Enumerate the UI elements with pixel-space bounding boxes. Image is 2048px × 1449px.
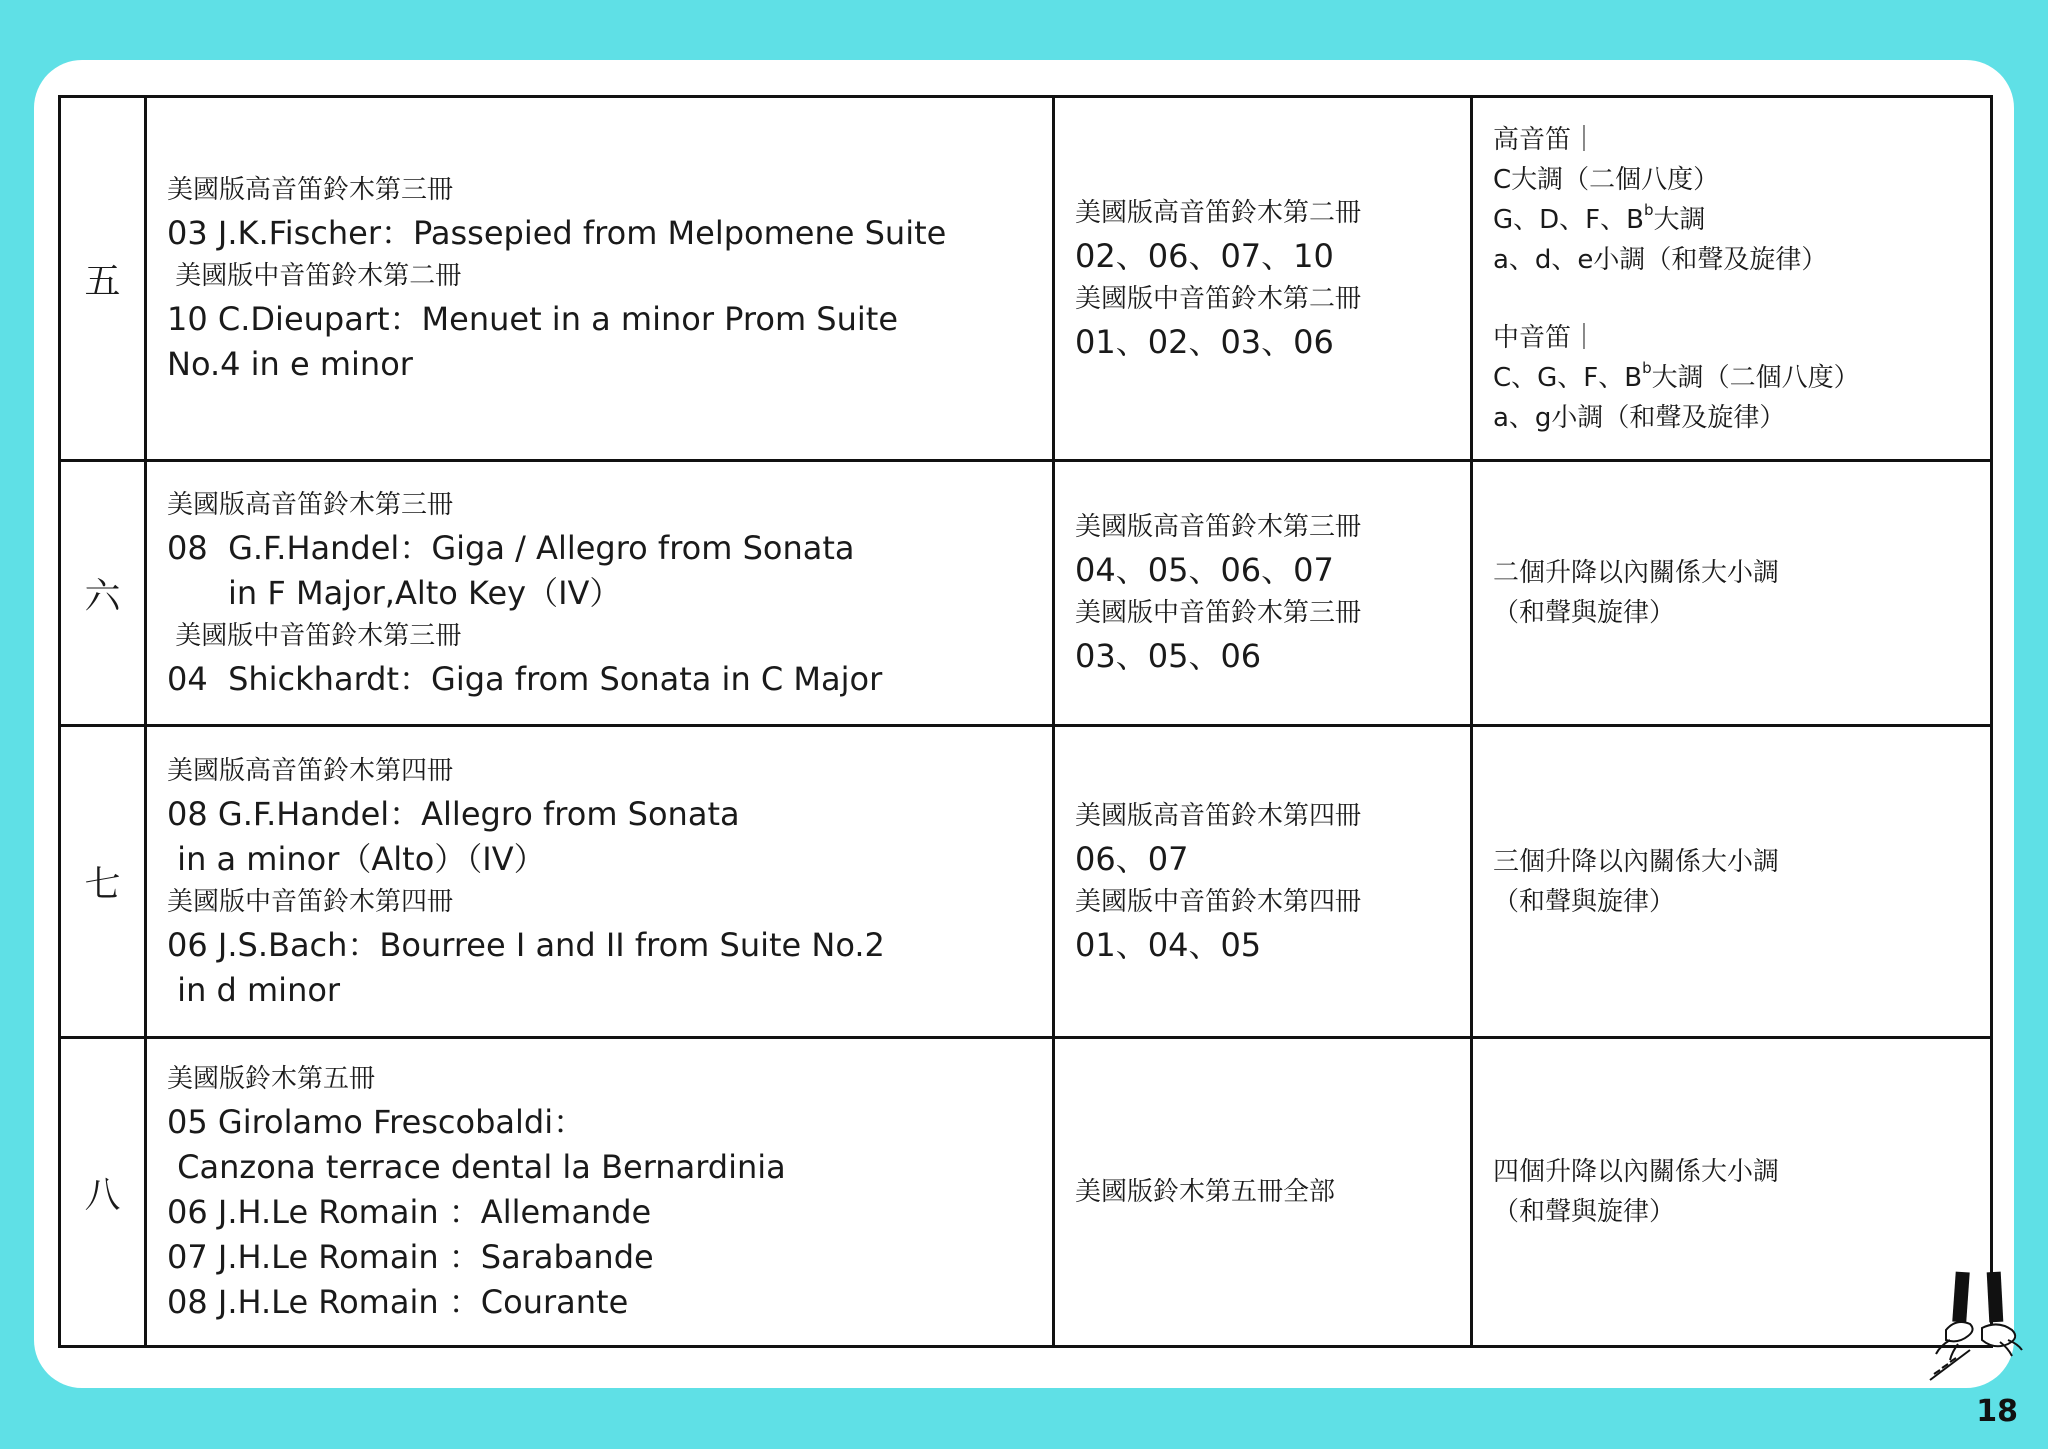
cell-line-text: a、d、e小調（和聲及旋律）	[1493, 244, 1828, 275]
cell-line-text: 04 Shickhardt：Giga from Sonata in C Major	[167, 659, 883, 698]
cell-line-text: 美國版高音笛鈴木第三冊	[1075, 512, 1362, 542]
cell-line-text: in F Major,Alto Key（IV）	[167, 573, 622, 612]
cell-line-text: 二個升降以內關係大小調	[1493, 558, 1780, 588]
cell-line	[1075, 837, 1456, 882]
cell-line	[1493, 882, 1976, 922]
cell-line	[1493, 240, 1976, 280]
cell-line-text: 07 J.H.Le Romain ：Sarabande	[167, 1238, 654, 1276]
cell-line	[167, 1190, 1038, 1235]
cell-line-text: 美國版高音笛鈴木第四冊	[1075, 800, 1362, 831]
cell-line-text: 08 G.F.Handel：Allegro from Sonata	[167, 794, 740, 833]
cell-line	[167, 657, 1038, 702]
cell-line	[1493, 593, 1976, 633]
curriculum-table-body	[60, 97, 1992, 1347]
flat-superscript: b	[1642, 358, 1652, 377]
cell-line	[1075, 923, 1456, 968]
cell-line	[167, 485, 1038, 526]
cell-line-text: Canzona terrace dental la Bernardinia	[167, 1148, 786, 1186]
level-cell: 五	[60, 97, 146, 461]
cell-line	[1075, 796, 1456, 837]
cell-line-text: C、G、F、B	[1493, 362, 1643, 393]
cell-line-text: 03 J.K.Fischer：Passepied from Melpomene Suite	[167, 214, 947, 252]
cell-line	[1493, 1152, 1976, 1192]
cell-line	[167, 792, 1038, 837]
cell-line	[1493, 398, 1976, 438]
cell-line-text: （和聲與旋律）	[1493, 886, 1676, 917]
cell-line	[167, 968, 1038, 1013]
cell-line	[1493, 120, 1976, 160]
cell-line	[167, 616, 1038, 657]
cell-line-text: 06 J.S.Bach：Bourree I and II from Suite No.2	[167, 925, 885, 964]
cell-line	[167, 882, 1038, 923]
cell-line	[167, 297, 1038, 342]
cell-line-text: 01、02、03、06	[1075, 322, 1334, 361]
recorder-hands-illustration	[1920, 1270, 2030, 1390]
cell-line-text: 美國版鈴木第五冊	[167, 1064, 376, 1094]
cell-line	[1075, 507, 1456, 548]
cell-line	[167, 526, 1038, 571]
cell-line-text: 02、06、07、10	[1075, 236, 1334, 275]
pieces-cell	[146, 1038, 1054, 1347]
cell-line-text: 美國版高音笛鈴木第三冊	[167, 489, 454, 520]
cell-line-text: 美國版中音笛鈴木第四冊	[167, 886, 454, 917]
cell-line	[1493, 842, 1976, 882]
scales-cell	[1472, 461, 1992, 726]
cell-line	[167, 923, 1038, 968]
cell-line	[1075, 193, 1456, 234]
cell-line-text: 06、07	[1075, 839, 1189, 878]
cell-line-text: a、g小調（和聲及旋律）	[1493, 402, 1786, 433]
cell-line-text: in d minor	[167, 970, 341, 1009]
cell-line-text: 美國版中音笛鈴木第四冊	[1075, 886, 1362, 917]
cell-line-text: No.4 in e minor	[167, 345, 413, 383]
table-row	[60, 461, 1992, 726]
cell-line-suffix: 大調	[1653, 204, 1706, 235]
cell-line-text: 四個升降以內關係大小調	[1493, 1157, 1780, 1187]
scales-cell	[1472, 1038, 1992, 1347]
cell-line	[1075, 234, 1456, 279]
table-row	[60, 726, 1992, 1038]
pieces-cell	[146, 97, 1054, 461]
cell-line-text: 01、04、05	[1075, 925, 1262, 964]
etudes-cell	[1054, 461, 1472, 726]
cell-line	[167, 1280, 1038, 1325]
cell-line	[167, 342, 1038, 387]
cell-line-text: 美國版中音笛鈴木第二冊	[167, 261, 462, 291]
cell-line-text: 美國版中音笛鈴木第三冊	[1075, 598, 1362, 628]
level-cell: 七	[60, 726, 146, 1038]
cell-line	[1493, 553, 1976, 593]
cell-line-text: C大調（二個八度）	[1493, 164, 1720, 195]
cell-line	[1075, 320, 1456, 365]
cell-line-text: 美國版中音笛鈴木第二冊	[1075, 283, 1362, 314]
table-row	[60, 97, 1992, 461]
cell-line-text: 美國版中音笛鈴木第三冊	[167, 620, 462, 651]
cell-line	[167, 571, 1038, 616]
pieces-cell	[146, 461, 1054, 726]
cell-line-text: 06 J.H.Le Romain ：Allemande	[167, 1193, 652, 1231]
cell-line-text: 美國版高音笛鈴木第四冊	[167, 755, 454, 786]
cell-line	[167, 837, 1038, 882]
cell-line-text: 高音笛｜	[1493, 124, 1598, 155]
cell-line	[167, 751, 1038, 792]
scales-cell	[1472, 726, 1992, 1038]
cell-line-suffix: 大調（二個八度）	[1651, 362, 1860, 393]
etudes-cell	[1054, 97, 1472, 461]
cell-line-text: in a minor（Alto）（IV）	[167, 839, 546, 878]
cell-line-text: 08 G.F.Handel：Giga / Allegro from Sonata	[167, 528, 855, 567]
cell-line	[1493, 200, 1976, 240]
cell-line	[167, 1059, 1038, 1100]
cell-line-text: 05 Girolamo Frescobaldi：	[167, 1103, 586, 1141]
curriculum-table	[58, 95, 1993, 1348]
cell-line	[1075, 1172, 1456, 1213]
level-cell: 六	[60, 461, 146, 726]
cell-line-text: 中音笛｜	[1493, 322, 1598, 353]
cell-line	[167, 170, 1038, 211]
cell-line	[167, 1145, 1038, 1190]
cell-line	[1075, 882, 1456, 923]
pieces-cell	[146, 726, 1054, 1038]
cell-line	[1493, 318, 1976, 358]
cell-line	[1075, 634, 1456, 679]
cell-line	[1493, 160, 1976, 200]
cell-line-text: （和聲與旋律）	[1493, 598, 1676, 628]
page-number: 18	[1976, 1394, 2018, 1429]
cell-line-text: 美國版鈴木第五冊全部	[1075, 1176, 1336, 1207]
cell-line	[1075, 548, 1456, 593]
line-gap	[1493, 280, 1976, 318]
cell-line-text: 美國版高音笛鈴木第三冊	[167, 175, 454, 205]
etudes-cell	[1054, 726, 1472, 1038]
cell-line-text: 美國版高音笛鈴木第二冊	[1075, 197, 1362, 228]
scales-cell	[1472, 97, 1992, 461]
cell-line-text: 三個升降以內關係大小調	[1493, 846, 1780, 877]
cell-line-text: 04、05、06、07	[1075, 551, 1334, 589]
cell-line-text: 08 J.H.Le Romain ：Courante	[167, 1283, 629, 1321]
etudes-cell	[1054, 1038, 1472, 1347]
cell-line-text: 10 C.Dieupart：Menuet in a minor Prom Suite	[167, 300, 899, 338]
level-cell: 八	[60, 1038, 146, 1347]
cell-line	[1075, 593, 1456, 634]
cell-line	[167, 1100, 1038, 1145]
cell-line	[1075, 279, 1456, 320]
cell-line	[167, 1235, 1038, 1280]
cell-line	[167, 211, 1038, 256]
cell-line-text: G、D、F、B	[1493, 204, 1644, 235]
flat-superscript: b	[1643, 200, 1654, 219]
cell-line	[1493, 358, 1976, 398]
table-row	[60, 1038, 1992, 1347]
cell-line-text: 03、05、06	[1075, 637, 1262, 675]
cell-line	[1493, 1192, 1976, 1232]
cell-line-text: （和聲與旋律）	[1493, 1197, 1676, 1227]
cell-line	[167, 256, 1038, 297]
